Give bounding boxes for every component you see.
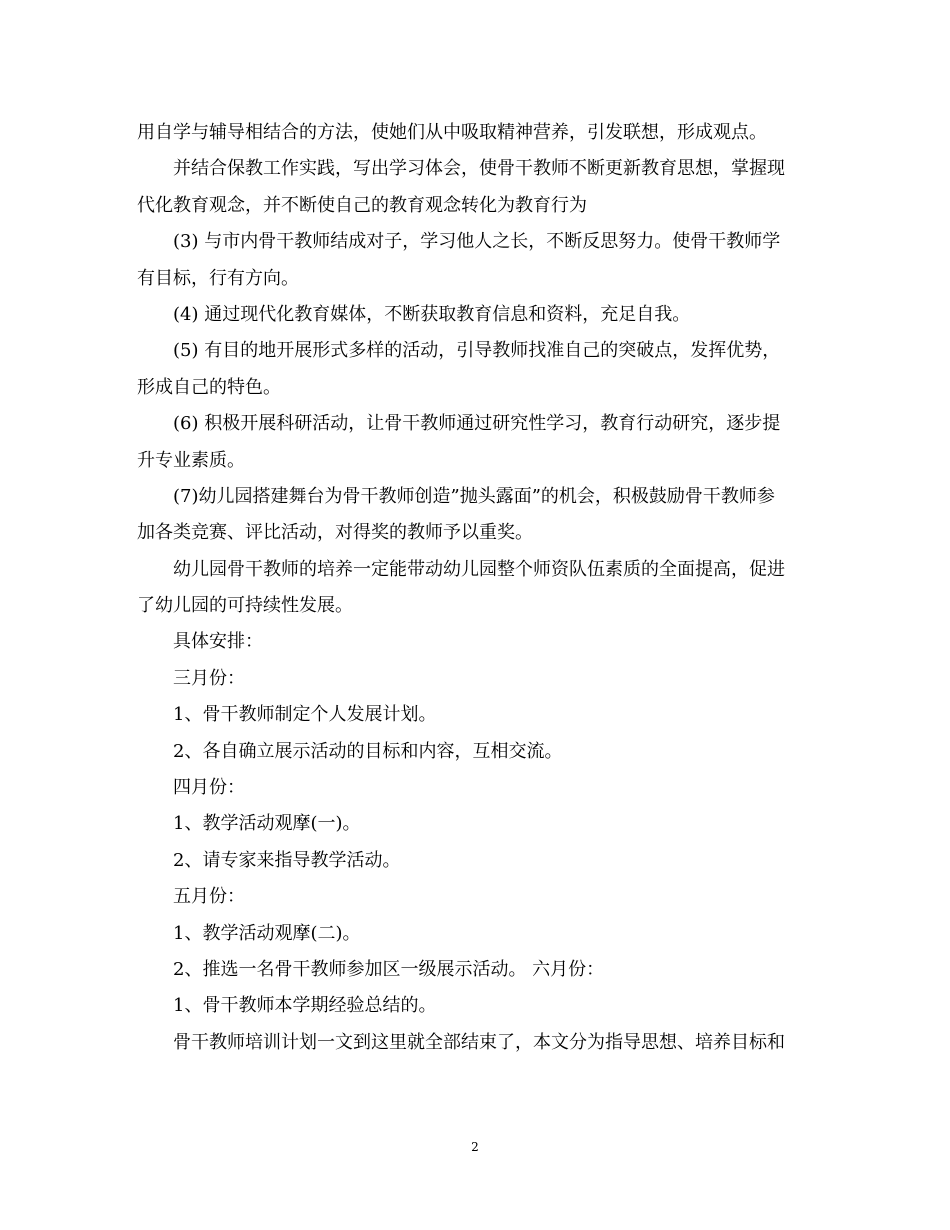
- text-line: (3) 与市内骨干教师结成对子，学习他人之长，不断反思努力。使骨干教师学: [173, 231, 781, 253]
- text-line: 并结合保教工作实践，写出学习体会，使骨干教师不断更新教育思想，掌握现: [173, 158, 785, 180]
- text-line: 2、请专家来指导教学活动。: [173, 849, 401, 871]
- text-line: 五月份：: [173, 886, 245, 908]
- text-line: 1、教学活动观摩(一)。: [173, 813, 361, 835]
- text-line: 1、骨干教师制定个人发展计划。: [173, 704, 437, 726]
- text-line: 升专业素质。: [137, 449, 245, 471]
- text-line: (5) 有目的地开展形式多样的活动，引导教师找准自己的突破点，发挥优势，: [173, 340, 781, 362]
- text-line: 形成自己的特色。: [137, 376, 281, 398]
- text-line: 1、骨干教师本学期经验总结的。: [173, 995, 437, 1017]
- text-line: 用自学与辅导相结合的方法，使她们从中吸取精神营养，引发联想，形成观点。: [137, 122, 767, 143]
- text-line: 2、推选一名骨干教师参加区一级展示活动。 六月份：: [173, 958, 605, 980]
- text-line: (6) 积极开展科研活动，让骨干教师通过研究性学习，教育行动研究，逐步提: [173, 413, 781, 435]
- text-line: 加各类竞赛、评比活动，对得奖的教师予以重奖。: [137, 522, 533, 544]
- text-line: (4) 通过现代化教育媒体，不断获取教育信息和资料，充足自我。: [173, 303, 691, 325]
- text-line: 四月份：: [173, 777, 245, 799]
- text-line: 骨干教师培训计划一文到这里就全部结束了，本文分为指导思想、培养目标和: [173, 1031, 785, 1053]
- text-line: 幼儿园骨干教师的培养一定能带动幼儿园整个师资队伍素质的全面提高，促进: [173, 558, 785, 580]
- text-line: 1、教学活动观摩(二)。: [173, 922, 361, 944]
- text-line: 有目标，行有方向。: [137, 267, 299, 289]
- body-text: [137, 115, 813, 1061]
- text-line: 2、各自确立展示活动的目标和内容，互相交流。: [173, 740, 563, 762]
- text-line: 三月份：: [173, 667, 245, 689]
- page-number: 2: [471, 1140, 479, 1154]
- text-line: 了幼儿园的可持续性发展。: [137, 595, 353, 617]
- text-line: 代化教育观念，并不断使自己的教育观念转化为教育行为: [137, 194, 587, 216]
- text-line: (7)幼儿园搭建舞台为骨干教师创造”抛头露面”的机会，积极鼓励骨干教师参: [173, 485, 775, 507]
- text-line: 具体安排：: [173, 631, 263, 653]
